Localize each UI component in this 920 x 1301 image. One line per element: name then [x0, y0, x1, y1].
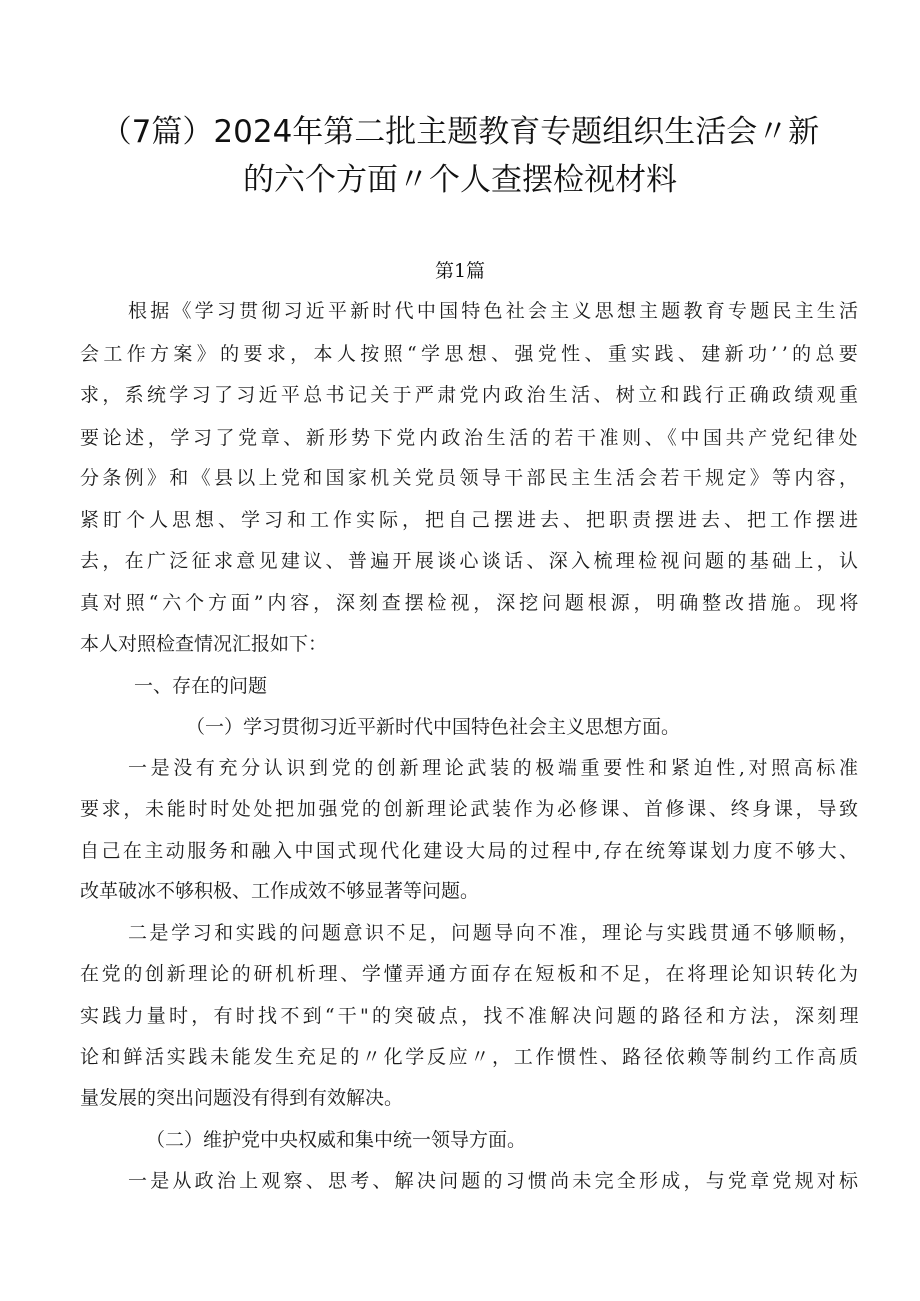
paragraph-line: 改革破冰不够积极、工作成效不够显著等问题。	[80, 880, 480, 902]
title-line-2: 的六个方面〃个人查摆检视材料	[243, 162, 677, 198]
paragraph-line: 要论述，学习了党章、新形势下党内政治生活的若干准则、《中国共产党纪律处	[80, 427, 862, 449]
paragraph-line: 真对照“六个方面”内容，深刻查摆检视，深挖问题根源，明确整改措施。现将	[80, 592, 863, 614]
paragraph-line: 紧盯个人思想、学习和工作实际，把自己摆进去、把职责摆进去、把工作摆进	[80, 509, 863, 531]
paragraph-line: 本人对照检查情况汇报如下：	[80, 633, 328, 655]
subsection-heading: （一）学习贯彻习近平新时代中国特色社会主义思想方面。	[186, 716, 681, 738]
subsection-heading: （二）维护党中央权威和集中统一领导方面。	[146, 1129, 527, 1151]
paragraph-line: 要求，未能时时处处把加强党的创新理论武装作为必修课、首修课、终身课，导致	[80, 798, 861, 820]
paragraph-line: 实践力量时，有时找不到“干"的突破点，找不准解决问题的路径和方法，深刻理	[80, 1005, 862, 1027]
paragraph-line: 去，在广泛征求意见建议、普遍开展谈心谈话、深入梳理检视问题的基础上，认	[80, 550, 862, 572]
section-subheading: 一、存在的问题	[134, 675, 268, 697]
paragraph-line: 一是从政治上观察、思考、解决问题的习惯尚未完全形成，与党章党规对标	[128, 1170, 862, 1192]
paragraph-line: 会工作方案》的要求，本人按照“学思想、强党性、重实践、建新功’’的总要	[80, 343, 863, 365]
paragraph-line: 量发展的突出问题没有得到有效解决。	[80, 1087, 404, 1109]
section-heading: 第1篇	[434, 260, 486, 282]
paragraph-line: 论和鲜活实践未能发生充足的〃化学反应〃，工作惯性、路径依赖等制约工作高质	[80, 1046, 861, 1068]
paragraph-line: 自己在主动服务和融入中国式现代化建设大局的过程中,存在统筹谋划力度不够大、	[80, 840, 861, 862]
paragraph-line: 在党的创新理论的研机析理、学懂弄通方面存在短板和不足，在将理论知识转化为	[80, 963, 861, 985]
paragraph-line: 一是没有充分认识到党的创新理论武装的极端重要性和紧迫性,对照高标准	[128, 757, 862, 779]
document-title	[80, 108, 840, 204]
paragraph-line: 求，系统学习了习近平总书记关于严肃党内政治生活、树立和践行正确政绩观重	[80, 384, 862, 406]
paragraph-line: 二是学习和实践的问题意识不足，问题导向不准，理论与实践贯通不够顺畅，	[128, 922, 861, 944]
paragraph-line: 根据《学习贯彻习近平新时代中国特色社会主义思想主题教育专题民主生活	[128, 300, 862, 322]
paragraph-line: 分条例》和《县以上党和国家机关党员领导干部民主生活会若干规定》等内容，	[80, 467, 862, 489]
title-line-1: （7篇）2024年第二批主题教育专题组织生活会〃新	[100, 114, 820, 150]
